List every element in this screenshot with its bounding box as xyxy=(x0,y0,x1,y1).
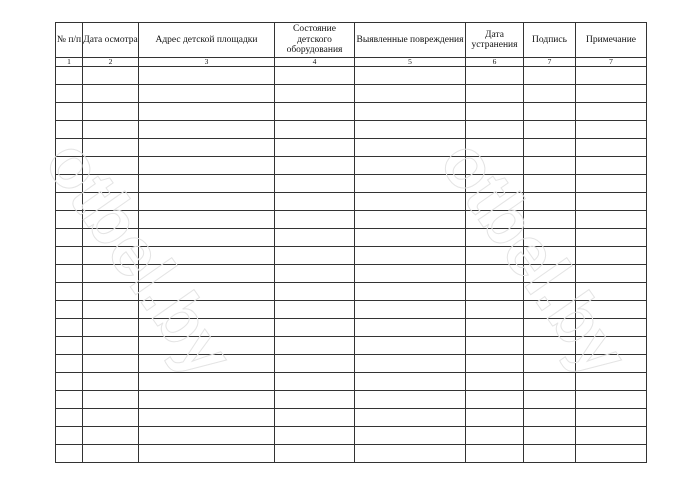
table-cell xyxy=(83,301,139,319)
table-cell xyxy=(466,337,524,355)
table-cell xyxy=(576,427,647,445)
table-cell xyxy=(576,229,647,247)
table-cell xyxy=(524,85,576,103)
table-row xyxy=(56,85,647,103)
table-cell xyxy=(576,445,647,463)
column-number-row xyxy=(56,58,647,67)
header-cell-equipment-condition: Состояние детского оборудования xyxy=(275,23,355,58)
table-cell xyxy=(576,103,647,121)
table-cell xyxy=(139,337,275,355)
table-cell xyxy=(355,85,466,103)
table-cell xyxy=(56,193,83,211)
table-cell xyxy=(275,373,355,391)
table-cell xyxy=(275,139,355,157)
table-cell xyxy=(56,373,83,391)
table-cell xyxy=(466,409,524,427)
table-cell xyxy=(275,247,355,265)
table-cell xyxy=(56,139,83,157)
table-cell xyxy=(576,193,647,211)
table-cell xyxy=(56,67,83,85)
table-row xyxy=(56,193,647,211)
table-cell xyxy=(466,319,524,337)
table-cell xyxy=(275,175,355,193)
table-row xyxy=(56,445,647,463)
table-cell xyxy=(355,175,466,193)
table-cell xyxy=(466,427,524,445)
table-row xyxy=(56,373,647,391)
table-cell xyxy=(275,301,355,319)
table-cell xyxy=(56,337,83,355)
table-cell xyxy=(524,427,576,445)
table-cell xyxy=(524,211,576,229)
table-cell xyxy=(355,355,466,373)
header-cell-note: Примечание xyxy=(576,23,647,58)
table-cell xyxy=(139,157,275,175)
table-cell xyxy=(56,247,83,265)
table-cell xyxy=(139,445,275,463)
table-cell xyxy=(275,445,355,463)
table-cell xyxy=(56,211,83,229)
table-row xyxy=(56,337,647,355)
table-cell xyxy=(524,247,576,265)
table-cell xyxy=(275,85,355,103)
table-row xyxy=(56,427,647,445)
inspection-log-table xyxy=(55,22,647,463)
table-cell xyxy=(576,67,647,85)
table-cell xyxy=(524,139,576,157)
table-cell xyxy=(83,85,139,103)
table-row xyxy=(56,229,647,247)
column-number-cell: 7 xyxy=(524,58,576,67)
table-cell xyxy=(355,229,466,247)
table-cell xyxy=(355,301,466,319)
table-row xyxy=(56,157,647,175)
table-cell xyxy=(275,337,355,355)
table-cell xyxy=(466,157,524,175)
table-cell xyxy=(576,337,647,355)
table-cell xyxy=(355,391,466,409)
table-cell xyxy=(83,211,139,229)
table-cell xyxy=(524,301,576,319)
table-cell xyxy=(355,139,466,157)
table-cell xyxy=(83,121,139,139)
header-cell-playground-address: Адрес детской площадки xyxy=(139,23,275,58)
table-cell xyxy=(466,301,524,319)
table-cell xyxy=(139,355,275,373)
table-cell xyxy=(576,211,647,229)
table-cell xyxy=(576,175,647,193)
watermark-logo: otbel.by xyxy=(30,125,249,391)
table-cell xyxy=(355,445,466,463)
header-cell-number: № п/п xyxy=(56,23,83,58)
table-cell xyxy=(56,85,83,103)
table-cell xyxy=(139,103,275,121)
table-cell xyxy=(466,175,524,193)
table-cell xyxy=(466,373,524,391)
table-cell xyxy=(56,319,83,337)
table-cell xyxy=(576,157,647,175)
table-cell xyxy=(139,211,275,229)
table-cell xyxy=(576,265,647,283)
table-cell xyxy=(524,355,576,373)
table-cell xyxy=(466,229,524,247)
table-cell xyxy=(83,67,139,85)
header-cell-detected-damage: Выявленные повреждения xyxy=(355,23,466,58)
table-row xyxy=(56,103,647,121)
table-cell xyxy=(355,283,466,301)
table-cell xyxy=(524,283,576,301)
table-cell xyxy=(56,427,83,445)
table-cell xyxy=(275,265,355,283)
table-cell xyxy=(466,355,524,373)
table-cell xyxy=(355,265,466,283)
table-cell xyxy=(524,337,576,355)
table-cell xyxy=(355,247,466,265)
table-cell xyxy=(83,193,139,211)
table-cell xyxy=(524,373,576,391)
table-cell xyxy=(576,391,647,409)
table-cell xyxy=(56,175,83,193)
table-row xyxy=(56,265,647,283)
table-cell xyxy=(576,301,647,319)
table-cell xyxy=(355,319,466,337)
table-cell xyxy=(56,283,83,301)
table-cell xyxy=(466,139,524,157)
table-cell xyxy=(56,409,83,427)
table-cell xyxy=(576,319,647,337)
table-cell xyxy=(466,283,524,301)
table-cell xyxy=(275,355,355,373)
column-number-cell: 3 xyxy=(139,58,275,67)
header-cell-signature: Подпись xyxy=(524,23,576,58)
table-cell xyxy=(524,229,576,247)
table-cell xyxy=(355,211,466,229)
table-cell xyxy=(576,409,647,427)
table-row xyxy=(56,139,647,157)
table-cell xyxy=(576,355,647,373)
table-row xyxy=(56,211,647,229)
table-cell xyxy=(139,175,275,193)
table-cell xyxy=(83,265,139,283)
watermark-logo: otbel.by xyxy=(425,125,644,391)
table-cell xyxy=(576,283,647,301)
table-cell xyxy=(524,265,576,283)
table-cell xyxy=(355,157,466,175)
table-row xyxy=(56,391,647,409)
column-number-cell: 1 xyxy=(56,58,83,67)
table-cell xyxy=(524,319,576,337)
column-number-cell: 4 xyxy=(275,58,355,67)
table-cell xyxy=(466,103,524,121)
table-cell xyxy=(355,103,466,121)
table-cell xyxy=(139,391,275,409)
table-cell xyxy=(355,67,466,85)
table-cell xyxy=(466,247,524,265)
table-cell xyxy=(83,283,139,301)
table-cell xyxy=(56,445,83,463)
table-cell xyxy=(275,211,355,229)
table-cell xyxy=(56,355,83,373)
table-cell xyxy=(466,85,524,103)
table-cell xyxy=(83,175,139,193)
table-cell xyxy=(139,319,275,337)
table-cell xyxy=(275,193,355,211)
table-row xyxy=(56,121,647,139)
table-cell xyxy=(139,67,275,85)
table-cell xyxy=(275,319,355,337)
table-cell xyxy=(524,67,576,85)
table-cell xyxy=(275,427,355,445)
table-cell xyxy=(139,139,275,157)
table-cell xyxy=(83,139,139,157)
table-cell xyxy=(355,427,466,445)
table-cell xyxy=(56,301,83,319)
table-cell xyxy=(275,103,355,121)
table-cell xyxy=(56,391,83,409)
table-cell xyxy=(56,229,83,247)
table-cell xyxy=(56,157,83,175)
table-cell xyxy=(275,283,355,301)
table-cell xyxy=(524,193,576,211)
table-cell xyxy=(524,121,576,139)
column-number-cell: 2 xyxy=(83,58,139,67)
table-cell xyxy=(56,121,83,139)
table-row xyxy=(56,283,647,301)
table-cell xyxy=(83,337,139,355)
table-cell xyxy=(139,427,275,445)
table-row xyxy=(56,247,647,265)
table-cell xyxy=(524,103,576,121)
table-row xyxy=(56,409,647,427)
table-cell xyxy=(355,337,466,355)
table-cell xyxy=(576,373,647,391)
table-cell xyxy=(466,265,524,283)
table-row xyxy=(56,355,647,373)
table-cell xyxy=(139,301,275,319)
column-number-cell: 5 xyxy=(355,58,466,67)
table-cell xyxy=(56,265,83,283)
table-cell xyxy=(83,445,139,463)
header-cell-fix-date: Дата устранения xyxy=(466,23,524,58)
table-cell xyxy=(139,409,275,427)
table-cell xyxy=(355,121,466,139)
table-body xyxy=(56,67,647,463)
table-cell xyxy=(275,391,355,409)
table-cell xyxy=(275,229,355,247)
table-cell xyxy=(466,211,524,229)
table-cell xyxy=(355,193,466,211)
table-cell xyxy=(576,85,647,103)
table-row xyxy=(56,319,647,337)
table-cell xyxy=(466,193,524,211)
table-cell xyxy=(56,103,83,121)
table-cell xyxy=(466,121,524,139)
table-cell xyxy=(139,283,275,301)
table-cell xyxy=(466,391,524,409)
table-cell xyxy=(83,247,139,265)
table-cell xyxy=(139,193,275,211)
table-cell xyxy=(139,265,275,283)
table-cell xyxy=(83,355,139,373)
table-cell xyxy=(524,445,576,463)
table-cell xyxy=(83,391,139,409)
table-cell xyxy=(139,373,275,391)
table-cell xyxy=(275,157,355,175)
table-row xyxy=(56,67,647,85)
table-cell xyxy=(83,229,139,247)
table-cell xyxy=(275,121,355,139)
table-cell xyxy=(466,67,524,85)
table-cell xyxy=(139,85,275,103)
table-cell xyxy=(139,247,275,265)
table-cell xyxy=(83,427,139,445)
table-row xyxy=(56,175,647,193)
table-cell xyxy=(524,175,576,193)
table-cell xyxy=(83,409,139,427)
table-cell xyxy=(466,445,524,463)
header-row xyxy=(56,23,647,58)
table-cell xyxy=(83,157,139,175)
table-cell xyxy=(83,373,139,391)
table-cell xyxy=(576,139,647,157)
table-cell xyxy=(355,373,466,391)
table-cell xyxy=(576,121,647,139)
column-number-cell: 6 xyxy=(466,58,524,67)
table-cell xyxy=(576,247,647,265)
table-cell xyxy=(139,121,275,139)
table-cell xyxy=(83,103,139,121)
column-number-cell: 7 xyxy=(576,58,647,67)
header-cell-inspection-date: Дата осмотра xyxy=(83,23,139,58)
table-cell xyxy=(524,391,576,409)
table-cell xyxy=(355,409,466,427)
table-cell xyxy=(524,157,576,175)
table-cell xyxy=(275,409,355,427)
table-cell xyxy=(139,229,275,247)
table-row xyxy=(56,301,647,319)
table-cell xyxy=(83,319,139,337)
table-cell xyxy=(524,409,576,427)
table-cell xyxy=(275,67,355,85)
